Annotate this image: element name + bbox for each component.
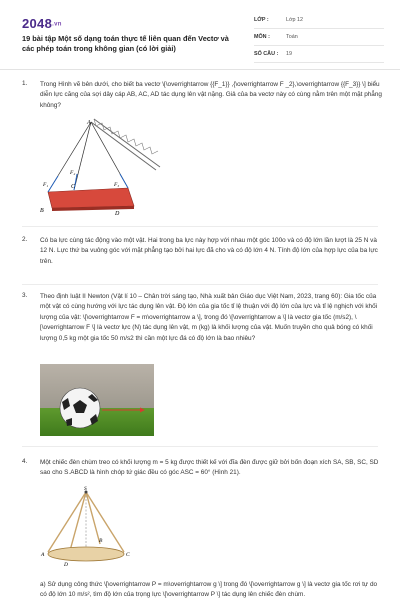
question-text: Trong Hình vẽ bên dưới, cho biết ba vectơ \[\overrightarrow {{F_1}} ,{\overrightarrow F _2},\overrightarrow {{F_3}} \] biểu diễn lực căng của sợi dây cáp AB, AC, AD tác dụng lên vật nặng. Giả của ba vectơ này có cùng nằm trên một mặt phẳng không? (40, 81, 382, 109)
meta-value: 19 (286, 51, 292, 57)
label-c: C (71, 184, 76, 190)
label-f3: F₃ (114, 182, 120, 188)
question-number: 4. (22, 458, 28, 465)
divider (22, 446, 378, 447)
label-a: A (41, 552, 45, 558)
label-f2: F₂ (70, 170, 76, 176)
meta-row-count (254, 46, 384, 63)
crane-beam (91, 119, 160, 170)
label-f1: F₁ (43, 182, 49, 188)
divider (22, 226, 378, 227)
meta-value: Lớp 12 (286, 17, 304, 23)
load-plate (48, 188, 134, 208)
divider (22, 284, 378, 285)
question-number: 2. (22, 236, 28, 243)
logo-text: 2048 (22, 16, 53, 31)
question-part-text: a) Sử dụng công thức \[\overrightarrow P = m\overrightarrow g \] trong đó \[\overrightarrow g \] là vectơ gia tốc rơi tự do có độ lớn 10 m/s², tìm độ lớn của trọng lực \[\overrightarrow P \] tác dụng lên chiếc đèn chùm. (40, 581, 378, 599)
question-text: Có ba lực cùng tác động vào một vật. Hai trong ba lực này hợp với nhau một góc 100o và có độ lớn lần lượt là 25 N và 12 N. Lực thứ ba vuông góc với mặt phẳng tạo bởi hai lực đã cho và có độ lớn 4 N. Tính độ lớn của hợp lực của ba lực trên. (40, 237, 378, 265)
chandelier-figure (38, 486, 138, 568)
label-d: D (64, 562, 68, 568)
question-number: 1. (22, 80, 28, 87)
site-logo[interactable] (22, 16, 62, 31)
cable-ac (74, 122, 91, 190)
meta-label: MÔN : (254, 34, 270, 40)
chain-sa (48, 492, 86, 552)
label-b: B (99, 538, 103, 544)
meta-table (254, 12, 384, 63)
label-c: C (126, 552, 130, 558)
document-header (0, 0, 400, 70)
meta-label: SỐ CÂU : (254, 51, 279, 57)
document-title: 19 bài tập Một số dạng toán thực tế liên quan đến Vectơ và các phép toán trong không gian (có lời giải) (22, 34, 229, 53)
logo-suffix: .vn (52, 21, 62, 28)
label-d: D (115, 211, 120, 217)
question-text: Một chiếc đèn chùm treo có khối lượng m = 5 kg được thiết kế với đĩa đèn được giữ bởi bốn đoạn xích SA, SB, SC, SD sao cho S.ABCD là hình chóp tứ giác đều có góc ASC = 60° (Hình 21). (40, 459, 379, 477)
question-number: 3. (22, 292, 28, 299)
label-a: A (87, 120, 91, 126)
soccer-ball-photo (40, 364, 154, 436)
meta-row-subject (254, 29, 384, 46)
cable-load-figure (34, 118, 164, 218)
meta-value: Toán (286, 34, 298, 40)
meta-label: LỚP : (254, 17, 269, 23)
force-f3-arrow (120, 174, 128, 188)
question-text: Theo định luật II Newton (Vật lí 10 – Chân trời sáng tạo, Nhà xuất bản Giáo dục Việt Nam, 2023, trang 60): Gia tốc của một vật có cùng hướng với lực tác dụng lên vật. Độ lớn của gia tốc tỉ lệ thuận với độ lớn của lực và tỉ lệ nghịch với khối lượng của vật: \[\overrightarrow F = m\overrightarrow a \], trong đó \[\overrightarrow a \] là vectơ gia tốc (m/s2), \[\overrightarrow F \] là vectơ lực (N) tác dụng lên vật, m (kg) là khối lượng của vật. Muốn truyền cho quả bóng có khối lượng 0,5 kg một gia tốc 50 m/s2 thì cần một lực đá có độ lớn là bao nhiêu? (40, 293, 378, 342)
label-s: S (84, 486, 87, 492)
chain-sb (86, 492, 100, 544)
meta-row-class (254, 12, 384, 29)
chain-sc (86, 492, 124, 552)
lamp-disc (48, 547, 124, 561)
force-f1-arrow (48, 176, 58, 192)
label-b: B (40, 208, 44, 214)
